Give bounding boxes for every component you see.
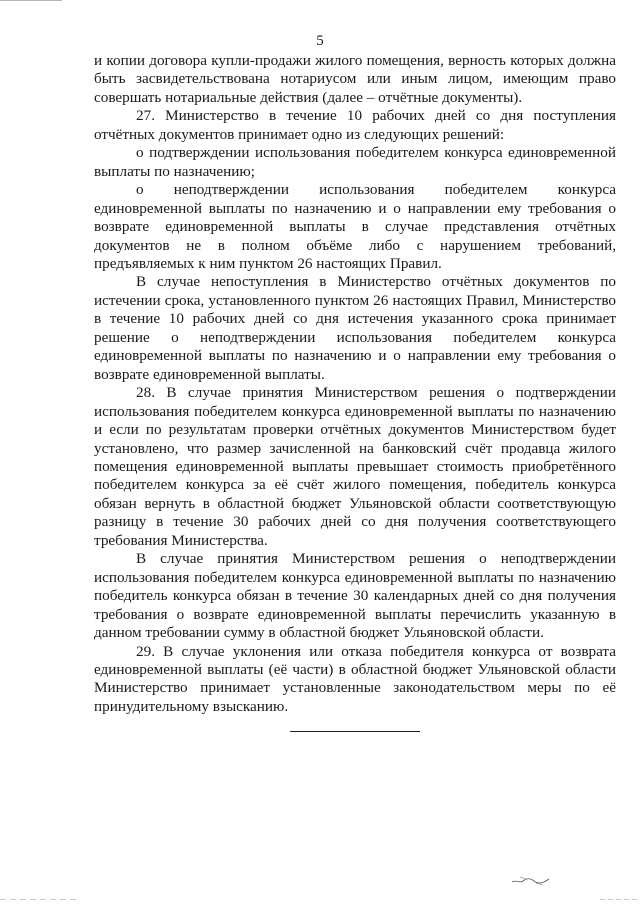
document-body xyxy=(94,52,616,716)
page-number: 5 xyxy=(316,33,324,49)
paragraph-27-decision-confirm: о подтверждении использования победителем конкурса единовременной выплаты по назначению; xyxy=(94,144,616,180)
scan-edge-mark xyxy=(0,0,62,11)
paragraph-27-decision-reject: о неподтверждении использования победителем конкурса единовременной выплаты по назначению и о направлении ему требования о возврате единовременной выплаты в случае представления отчётных документов не в полном объёме либо с нарушением требований, предъявляемых к ним пунктом 26 настоящих Правил. xyxy=(94,181,616,272)
paragraph-29: 29. В случае уклонения или отказа победителя конкурса от возврата единовременной выплаты (её части) в областной бюджет Ульяновской области Министерство принимает установленные законодательством меры по её принудительному взысканию. xyxy=(94,642,616,715)
paragraph-27-nonreceipt: В случае непоступления в Министерство отчётных документов по истечении срока, установленного пунктом 26 настоящих Правил, Министерство в течение 10 рабочих дней со дня истечения указанного срока принимает решение о неподтверждении использования победителем конкурса единовременной выплаты по назначению и о направлении ему требования о возврате единовременной выплаты. xyxy=(94,273,616,383)
paragraph-continuation: и копии договора купли-продажи жилого помещения, верность которых должна быть засвидетельствована нотариусом или иным лицом, имеющим право совершать нотариальные действия (далее – отчётные документы). xyxy=(94,52,616,106)
paragraph-27: 27. Министерство в течение 10 рабочих дней со дня поступления отчётных документов принимает одно из следующих решений: xyxy=(94,107,616,143)
scan-bottom-edge xyxy=(0,898,640,901)
paragraph-28-refund: В случае принятия Министерством решения о неподтверждении использования победителем конкурса единовременной выплаты по назначению победитель конкурса обязан в течение 30 календарных дней со дня получения требования о возврате единовременной выплаты перечислить указанную в данном требовании сумму в областной бюджет Ульяновской области. xyxy=(94,550,616,642)
paragraph-28: 28. В случае принятия Министерством решения о подтверждении использования победителем конкурса единовременной выплаты по назначению и если по результатам проверки отчётных документов Министерством будет установлено, что размер зачисленной на банковский счёт продавца жилого помещения единовременной выплаты превышает стоимость приобретённого победителем конкурса за её счёт жилого помещения, победитель конкурса обязан вернуть в областной бюджет Ульяновской области соответствующую разницу в течение 30 рабочих дней со дня получения соответствующего требования Министерства. xyxy=(94,384,616,549)
closing-divider-line xyxy=(290,731,420,732)
handwritten-mark-icon xyxy=(510,873,552,887)
